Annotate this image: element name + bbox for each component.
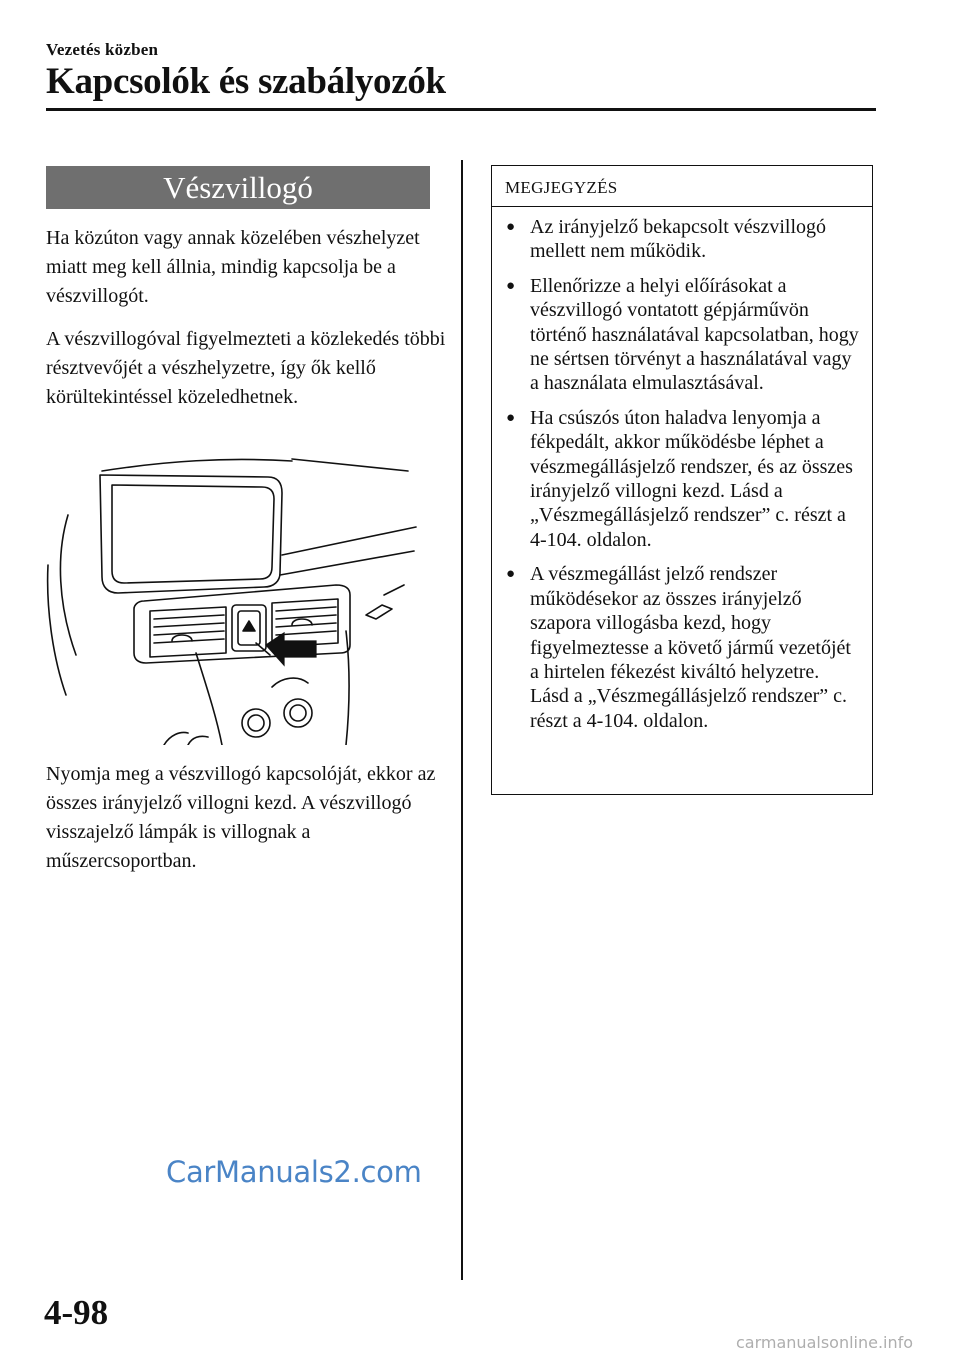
instruction-paragraph: Nyomja meg a vészvillogó kapcsolóját, ekkor az összes irányjelző villogni kezd. A vészvillogó visszajelző lámpák is villognak a műszercsoportban. — [46, 763, 436, 872]
warning-paragraph: A vészvillogóval figyelmezteti a közlekedés többi résztvevőjét a vészhelyzetre, így ők kellő körültekintéssel közeledhetnek. — [46, 328, 446, 408]
bullet-icon: ● — [506, 409, 516, 426]
note-item — [504, 406, 860, 552]
note-item-text: A vészmegállást jelző rendszer működésekor az összes irányjelző szapora villogásba kezd, hogy figyelmeztesse a követő jármű vezetőjét a hirtelen fékezést kiváltó helyzetre. Lásd a „Vészmegállásjelző rendszer” c. részt a 4-104. oldalon. — [530, 563, 851, 732]
footer-url: carmanualsonline.info — [736, 1333, 914, 1352]
watermark-logo: CarManuals2.com — [166, 1155, 422, 1189]
note-item-text: Ha csúszós úton haladva lenyomja a fékpedált, akkor működésbe léphet a vészmegállásjelző rendszer, és az összes irányjelző villogni kezd. Lásd a „Vészmegállásjelző rendszer” c. részt a 4-104. oldalon. — [530, 406, 853, 551]
note-list — [492, 207, 872, 733]
note-item — [504, 562, 860, 733]
note-item — [504, 215, 860, 264]
hazard-switch-illustration — [46, 455, 430, 745]
note-item-text: Az irányjelző bekapcsolt vészvillogó mellett nem működik. — [530, 216, 827, 263]
bullet-icon: ● — [506, 219, 516, 235]
running-head: Vezetés közben — [46, 40, 159, 59]
page-number: 4-98 — [44, 1293, 109, 1332]
header-rule — [46, 108, 876, 111]
column-divider — [461, 160, 463, 1280]
note-title: MEGJEGYZÉS — [505, 178, 618, 197]
bullet-icon: ● — [506, 277, 516, 294]
intro-paragraph: Ha közúton vagy annak közelében vészhelyzet miatt meg kell állnia, mindig kapcsolja be a vészvillogót. — [46, 227, 420, 307]
bullet-icon: ● — [506, 566, 516, 583]
note-box — [491, 165, 873, 795]
section-title: Vészvillogó — [46, 166, 430, 209]
note-item — [504, 274, 860, 396]
chapter-title: Kapcsolók és szabályozók — [46, 61, 446, 102]
note-item-text: Ellenőrizze a helyi előírásokat a vészvillogó vontatott gépjárművön történő használatával kapcsolatban, hogy ne sértsen törvényt a használatával vagy a használata elmulasztásával. — [530, 274, 859, 395]
